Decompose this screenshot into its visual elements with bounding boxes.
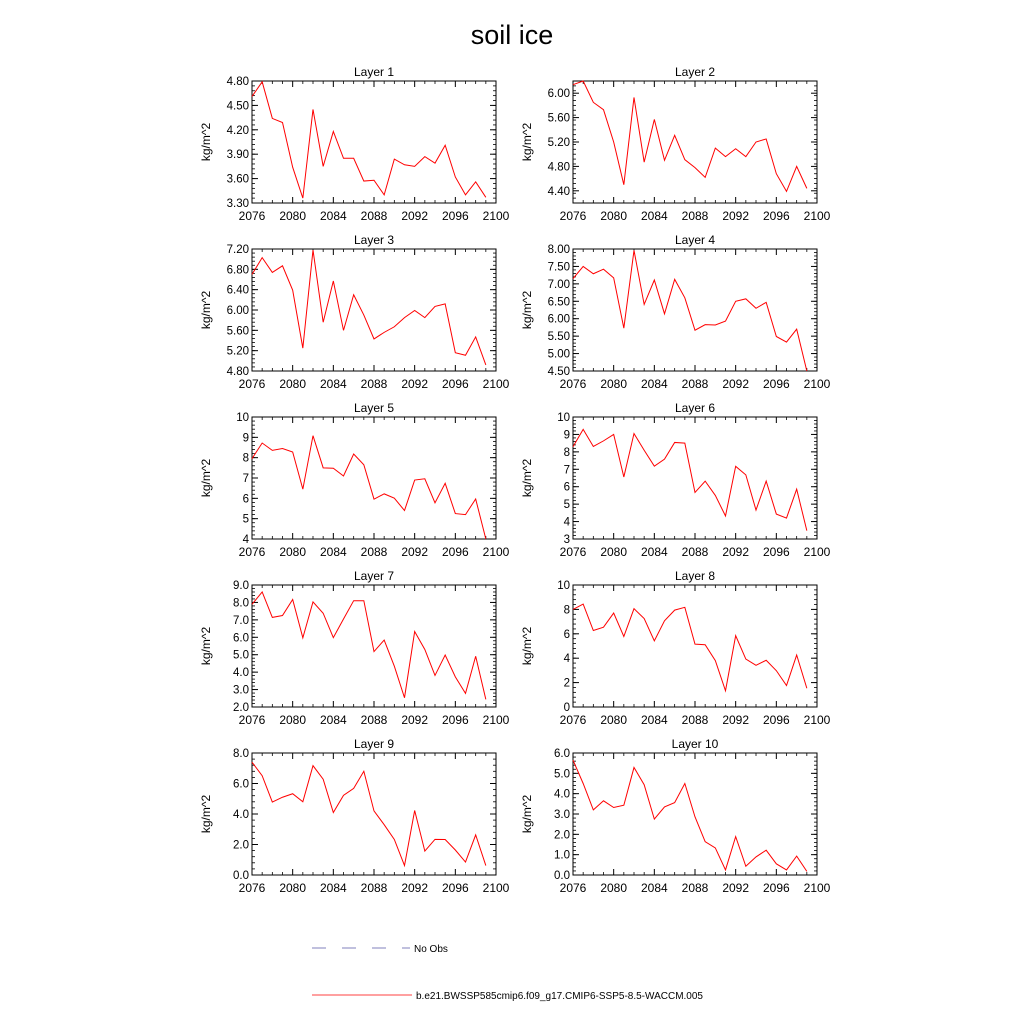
x-tick-label: 2084 [640,881,668,895]
panel-layer-5 [199,401,510,559]
y-tick-label: 4 [242,534,249,546]
x-tick-label: 2096 [762,377,790,391]
y-tick-label: 8.0 [233,748,249,760]
x-tick-label: 2080 [600,377,628,391]
series-line [573,81,807,191]
x-tick-label: 2080 [279,545,307,559]
x-tick-label: 2080 [600,545,628,559]
x-tick-label: 2084 [640,377,668,391]
panel-layer-4 [520,233,831,391]
y-tick-label: 6.00 [547,88,570,101]
y-tick-label: 8 [563,446,570,459]
x-tick-label: 2092 [401,545,429,559]
y-tick-label: 4 [563,653,570,666]
plot-frame [573,81,817,203]
panel-title: Layer 10 [671,737,719,751]
y-tick-label: 6.50 [547,296,570,309]
y-tick-label: 6.0 [233,778,249,791]
x-tick-label: 2084 [640,713,668,727]
series-line [573,250,807,371]
y-tick-label: 3.60 [226,173,249,186]
x-tick-label: 2088 [681,209,709,223]
x-tick-label: 2092 [401,377,429,391]
y-tick-label: 4.20 [226,124,249,137]
y-tick-label: 8.0 [233,597,249,610]
series-line [252,82,486,198]
x-tick-label: 2088 [681,377,709,391]
y-tick-label: 7.20 [226,244,249,256]
y-tick-label: 0 [563,702,570,714]
y-tick-label: 7 [242,473,249,485]
x-tick-label: 2100 [482,713,510,727]
y-tick-label: 0.0 [233,870,249,882]
y-tick-label: 7 [563,464,570,477]
y-axis-label: kg/m^2 [520,122,534,162]
x-tick-label: 2088 [681,713,709,727]
y-tick-label: 5.0 [233,649,249,662]
x-tick-label: 2076 [559,377,587,391]
y-tick-label: 2.0 [554,829,570,842]
series-line [252,592,486,699]
x-tick-label: 2084 [640,209,668,223]
y-tick-label: 6 [563,481,570,494]
y-tick-label: 2 [563,677,570,690]
x-tick-label: 2076 [559,713,587,727]
x-tick-label: 2088 [360,545,388,559]
panel-title: Layer 7 [353,569,395,583]
y-tick-label: 3.30 [226,198,249,210]
y-tick-label: 5.00 [547,348,570,361]
x-tick-label: 2096 [441,209,469,223]
y-tick-label: 5.20 [547,137,570,149]
x-tick-label: 2076 [559,545,587,559]
x-tick-label: 2092 [401,713,429,727]
x-tick-label: 2100 [482,881,510,895]
y-axis-label: kg/m^2 [520,458,534,498]
y-tick-label: 3.0 [233,684,249,697]
y-tick-label: 0.0 [554,870,570,882]
panel-title: Layer 5 [353,401,395,415]
series-line [252,436,486,539]
y-axis-label: kg/m^2 [520,794,534,834]
x-tick-label: 2100 [803,545,831,559]
y-tick-label: 4.0 [233,809,249,821]
y-tick-label: 6 [563,628,570,641]
y-tick-label: 4.80 [226,366,249,378]
y-tick-label: 7.0 [233,614,249,627]
x-tick-label: 2076 [238,713,266,727]
plot-frame [573,249,817,371]
y-tick-label: 4.50 [226,100,249,113]
panel-layer-3 [199,233,510,391]
x-tick-label: 2088 [360,377,388,391]
x-tick-label: 2096 [441,377,469,391]
panel-title: Layer 9 [353,737,395,751]
x-tick-label: 2076 [559,881,587,895]
x-tick-label: 2100 [482,209,510,223]
plot-frame [573,753,817,875]
y-tick-label: 8 [242,452,249,465]
panel-title: Layer 4 [674,233,716,247]
panel-title: Layer 8 [674,569,716,583]
x-tick-label: 2088 [681,545,709,559]
x-tick-label: 2084 [319,713,347,727]
x-tick-label: 2096 [762,881,790,895]
y-tick-label: 2.0 [233,702,249,714]
plot-frame [252,417,496,539]
panel-title: Layer 3 [353,233,395,247]
x-tick-label: 2076 [238,881,266,895]
series-line [252,250,486,365]
y-tick-label: 6 [242,493,249,506]
y-tick-label: 5.60 [226,325,249,338]
y-tick-label: 5.0 [554,768,570,781]
x-tick-label: 2080 [600,713,628,727]
x-tick-label: 2096 [441,713,469,727]
x-tick-label: 2084 [319,377,347,391]
y-tick-label: 5.20 [226,345,249,358]
y-tick-label: 9 [563,429,570,442]
x-tick-label: 2080 [279,377,307,391]
y-tick-label: 3.0 [554,809,570,821]
y-tick-label: 1.0 [554,849,570,862]
x-tick-label: 2088 [360,881,388,895]
y-tick-label: 4.80 [547,161,570,174]
x-tick-label: 2100 [803,713,831,727]
y-axis-label: kg/m^2 [199,290,213,330]
x-tick-label: 2100 [482,377,510,391]
y-axis-label: kg/m^2 [199,458,213,498]
x-tick-label: 2084 [640,545,668,559]
x-tick-label: 2100 [803,209,831,223]
x-tick-label: 2092 [401,881,429,895]
y-tick-label: 3.90 [226,149,249,162]
y-tick-label: 4.0 [233,667,249,680]
y-tick-label: 6.40 [226,284,249,297]
x-tick-label: 2096 [762,713,790,727]
y-tick-label: 2.0 [233,839,249,852]
x-tick-label: 2084 [319,881,347,895]
x-tick-label: 2080 [600,881,628,895]
plot-frame [252,585,496,707]
x-tick-label: 2084 [319,209,347,223]
panel-title: Layer 2 [674,65,716,79]
y-axis-label: kg/m^2 [199,626,213,666]
y-tick-label: 5 [242,513,249,526]
panel-title: Layer 6 [674,401,716,415]
x-tick-label: 2100 [482,545,510,559]
panel-layer-2 [520,65,831,223]
x-tick-label: 2092 [722,209,750,223]
y-tick-label: 5.60 [547,112,570,125]
panels-group [199,65,831,895]
x-tick-label: 2080 [279,713,307,727]
legend-no-obs-label: No Obs [414,944,448,955]
plot-frame [252,753,496,875]
x-tick-label: 2092 [401,209,429,223]
y-tick-label: 10 [557,412,570,424]
y-tick-label: 4.0 [554,788,570,801]
y-tick-label: 4.40 [547,185,570,198]
series-line [573,429,807,530]
series-line [252,762,486,865]
y-tick-label: 10 [557,580,570,592]
x-tick-label: 2096 [762,545,790,559]
y-axis-label: kg/m^2 [199,794,213,834]
y-tick-label: 4.50 [547,366,570,378]
x-tick-label: 2088 [360,713,388,727]
x-tick-label: 2092 [722,545,750,559]
y-tick-label: 5 [563,499,570,512]
y-tick-label: 3 [563,534,570,546]
panel-layer-6 [520,401,831,559]
x-tick-label: 2092 [722,377,750,391]
x-tick-label: 2080 [279,881,307,895]
y-tick-label: 6.0 [554,748,570,760]
y-tick-label: 9.0 [233,580,249,592]
x-tick-label: 2076 [238,377,266,391]
x-tick-label: 2092 [722,713,750,727]
x-tick-label: 2076 [238,545,266,559]
y-axis-label: kg/m^2 [199,122,213,162]
y-tick-label: 8.00 [547,244,570,256]
y-tick-label: 6.0 [233,632,249,645]
panel-layer-10 [520,737,831,895]
y-tick-label: 6.00 [547,313,570,326]
plot-frame [573,417,817,539]
panel-layer-7 [199,569,510,727]
y-tick-label: 10 [236,412,249,424]
panel-layer-1 [199,65,510,223]
legend [312,944,703,1002]
legend-model-label: b.e21.BWSSP585cmip6.f09_g17.CMIP6-SSP5-8.5-WACCM.005 [416,991,703,1002]
series-line [573,604,807,691]
y-axis-label: kg/m^2 [520,290,534,330]
x-tick-label: 2096 [441,881,469,895]
y-axis-label: kg/m^2 [520,626,534,666]
figure-title: soil ice [470,20,554,50]
y-tick-label: 7.50 [547,261,570,274]
y-tick-label: 4 [563,516,570,529]
x-tick-label: 2100 [803,881,831,895]
y-tick-label: 6.80 [226,264,249,277]
y-tick-label: 5.50 [547,331,570,344]
x-tick-label: 2088 [360,209,388,223]
y-tick-label: 4.80 [226,76,249,88]
y-tick-label: 7.00 [547,278,570,291]
plot-frame [573,585,817,707]
x-tick-label: 2080 [600,209,628,223]
x-tick-label: 2076 [559,209,587,223]
x-tick-label: 2100 [803,377,831,391]
panel-layer-9 [199,737,510,895]
y-tick-label: 9 [242,432,249,445]
x-tick-label: 2080 [279,209,307,223]
y-tick-label: 6.00 [226,305,249,317]
x-tick-label: 2076 [238,209,266,223]
x-tick-label: 2096 [762,209,790,223]
x-tick-label: 2084 [319,545,347,559]
plot-frame [252,249,496,371]
series-line [573,760,807,871]
x-tick-label: 2096 [441,545,469,559]
y-tick-label: 8 [563,604,570,617]
x-tick-label: 2092 [722,881,750,895]
panel-title: Layer 1 [353,65,395,79]
panel-layer-8 [520,569,831,727]
x-tick-label: 2088 [681,881,709,895]
